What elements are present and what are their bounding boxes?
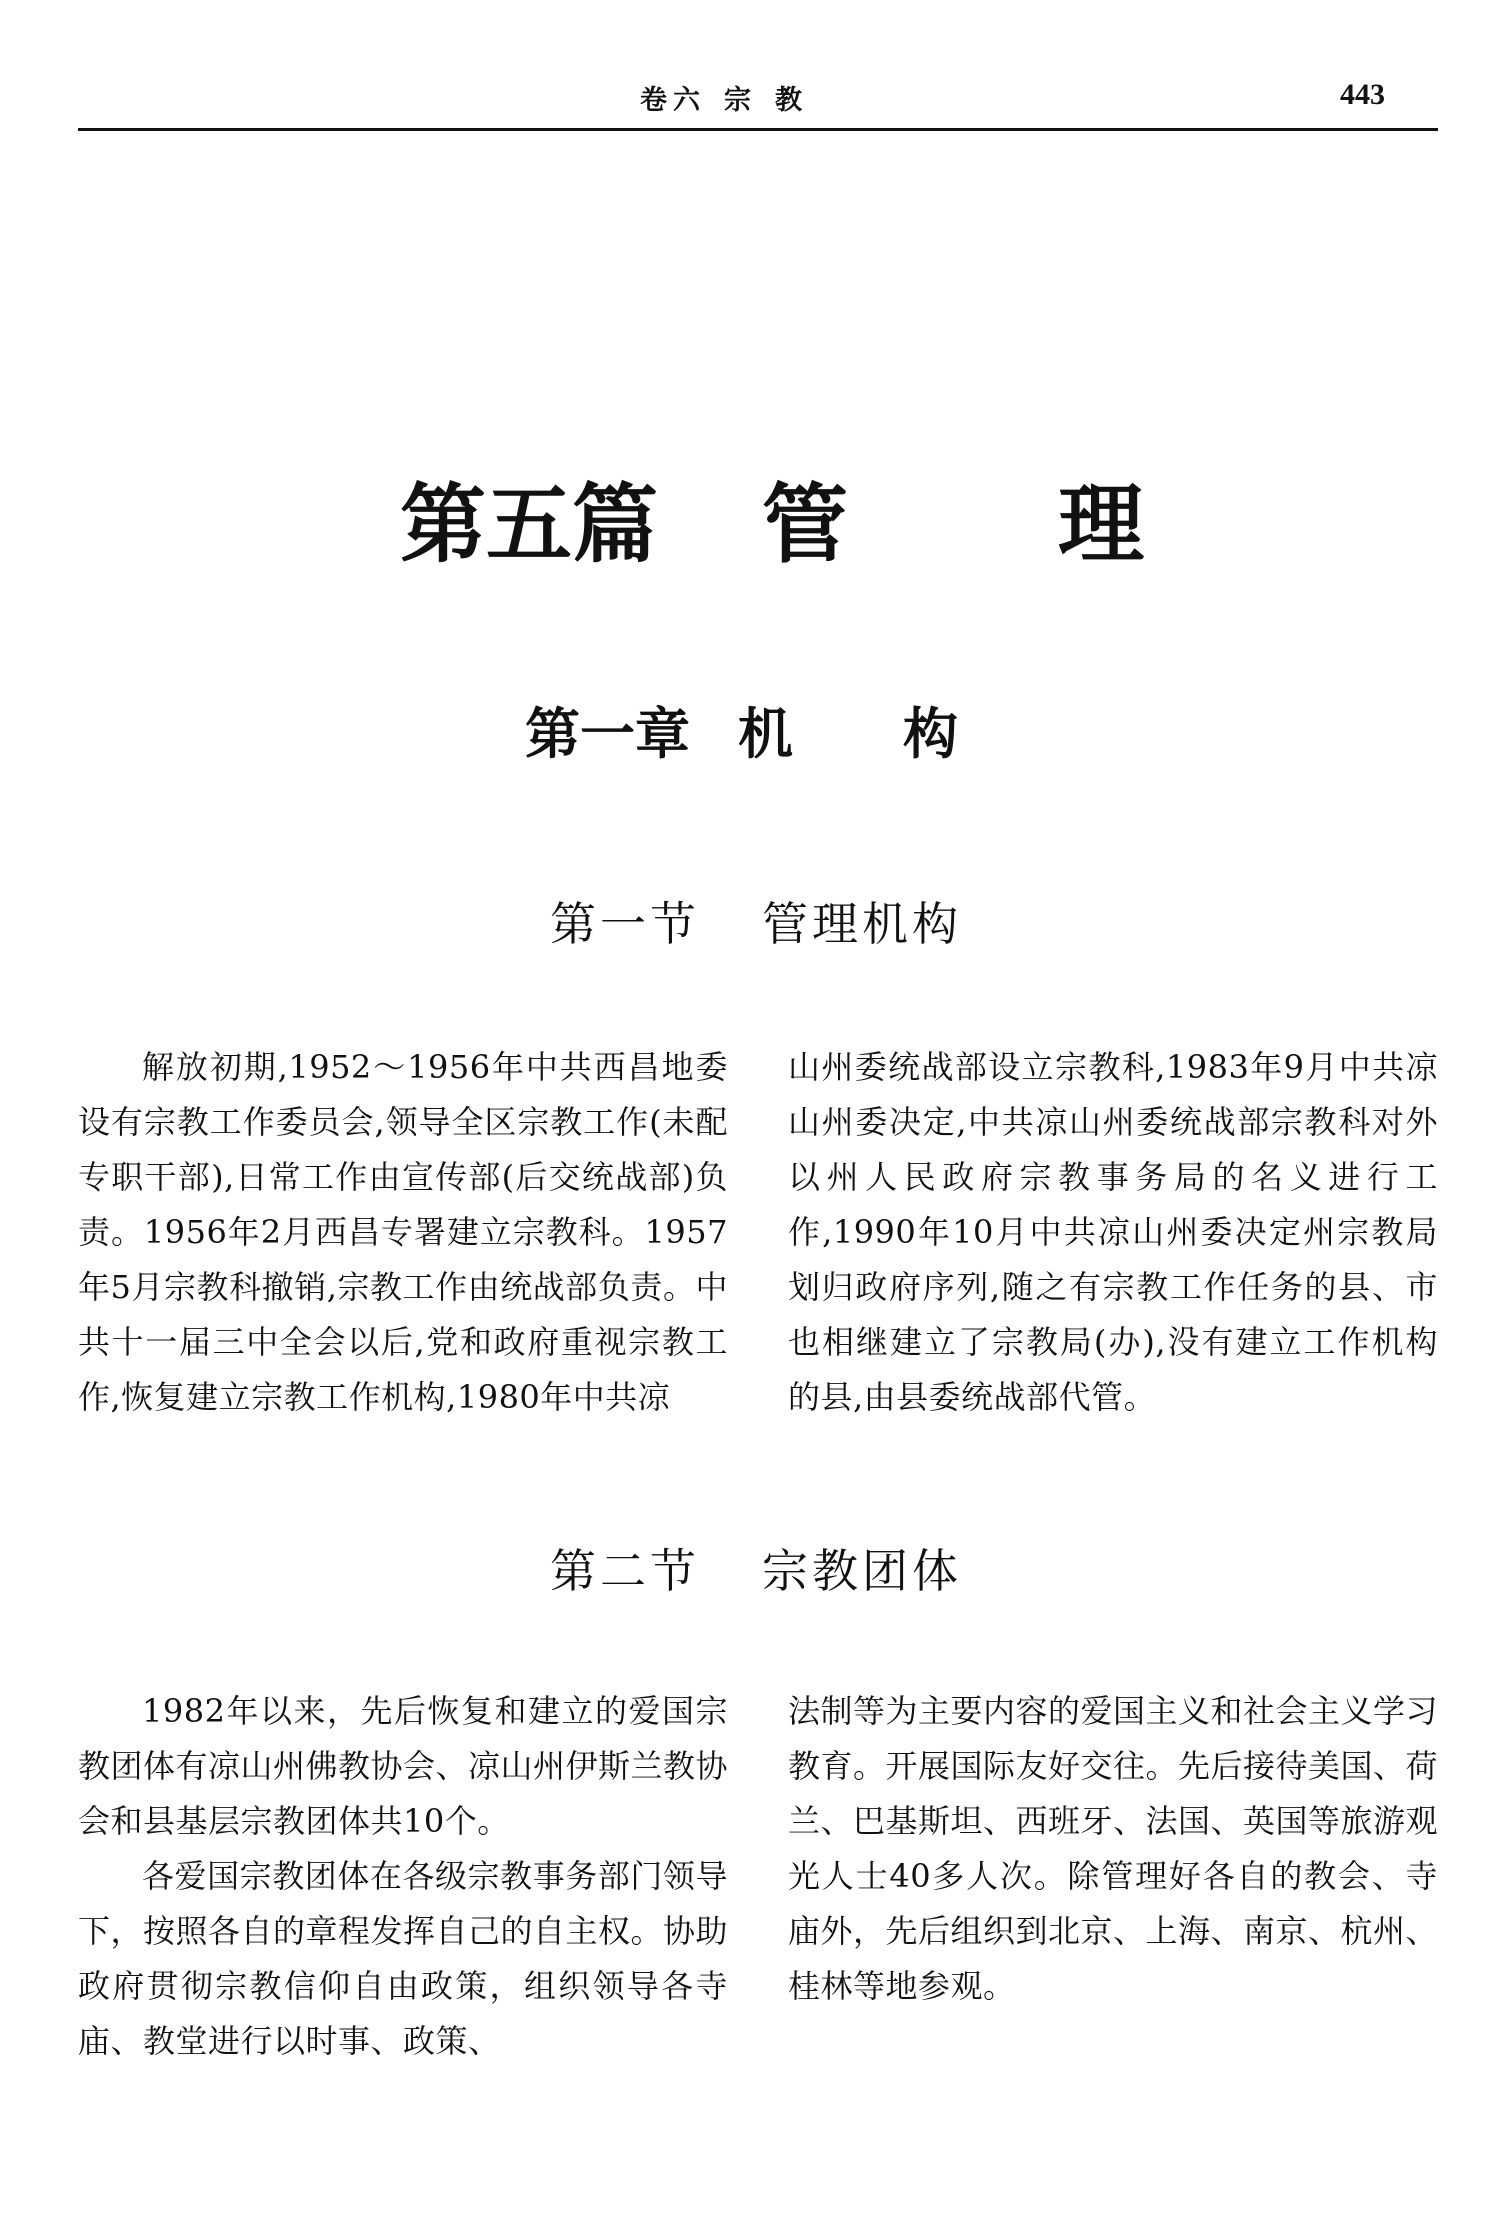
section-1-title: 管理机构 bbox=[762, 897, 962, 951]
section-2-left-column bbox=[78, 1684, 728, 2069]
section-2-heading bbox=[550, 1535, 962, 1601]
part-title bbox=[400, 455, 1144, 579]
section-1-left-column bbox=[78, 1040, 728, 1425]
section-2-label: 第二节 bbox=[550, 1544, 700, 1598]
section-1-paragraph-continued: 山州委统战部设立宗教科,1983年9月中共凉山州委决定,中共凉山州委统战部宗教科对外以州人民政府宗教事务局的名义进行工作,1990年10月中共凉山州委决定州宗教局划归政府序列,随之有宗教工作任务的县、市也相继建立了宗教局(办),没有建立工作机构的县,由县委统战部代管。 bbox=[788, 1048, 1438, 1416]
header-rule bbox=[78, 128, 1438, 131]
part-title-char-2: 理 bbox=[1058, 475, 1144, 575]
chapter-label: 第一章 bbox=[525, 702, 691, 766]
running-head-topic-2: 教 bbox=[775, 85, 808, 116]
running-head bbox=[640, 78, 826, 117]
section-2-paragraph-2: 各爱国宗教团体在各级宗教事务部门领导下，按照各自的章程发挥自己的自主权。协助政府贯彻宗教信仰自由政策，组织领导各寺庙、教堂进行以时事、政策、 bbox=[78, 1857, 729, 2060]
chapter-title-char-1: 机 bbox=[738, 702, 794, 766]
section-2-paragraph-2-continued: 法制等为主要内容的爱国主义和社会主义学习教育。开展国际友好交往。先后接待美国、荷兰、巴基斯坦、西班牙、法国、英国等旅游观光人士40多人次。除管理好各自的教会、寺庙外，先后组织到北京、上海、南京、杭州、桂林等地参观。 bbox=[788, 1692, 1439, 2005]
section-1-right-column bbox=[788, 1040, 1438, 1425]
section-1-heading bbox=[550, 888, 962, 954]
page-number: 443 bbox=[1340, 78, 1385, 111]
section-1-paragraph: 解放初期,1952～1956年中共西昌地委设有宗教工作委员会,领导全区宗教工作(未配专职干部),日常工作由宣传部(后交统战部)负责。1956年2月西昌专署建立宗教科。1957年5月宗教科撤销,宗教工作由统战部负责。中共十一届三中全会以后,党和政府重视宗教工作,恢复建立宗教工作机构,1980年中共凉 bbox=[78, 1048, 728, 1416]
section-2-title: 宗教团体 bbox=[762, 1544, 962, 1598]
section-1-label: 第一节 bbox=[550, 897, 700, 951]
chapter-title bbox=[525, 690, 958, 769]
section-2-right-column bbox=[788, 1684, 1438, 2014]
part-title-char-1: 管 bbox=[762, 475, 848, 575]
running-head-topic-1: 宗 bbox=[724, 85, 757, 116]
part-label: 第五篇 bbox=[400, 475, 658, 575]
chapter-title-char-2: 构 bbox=[903, 702, 959, 766]
running-head-volume: 卷六 bbox=[640, 85, 706, 116]
section-2-paragraph-1: 1982年以来，先后恢复和建立的爱国宗教团体有凉山州佛教协会、凉山州伊斯兰教协会和县基层宗教团体共10个。 bbox=[78, 1692, 729, 1840]
